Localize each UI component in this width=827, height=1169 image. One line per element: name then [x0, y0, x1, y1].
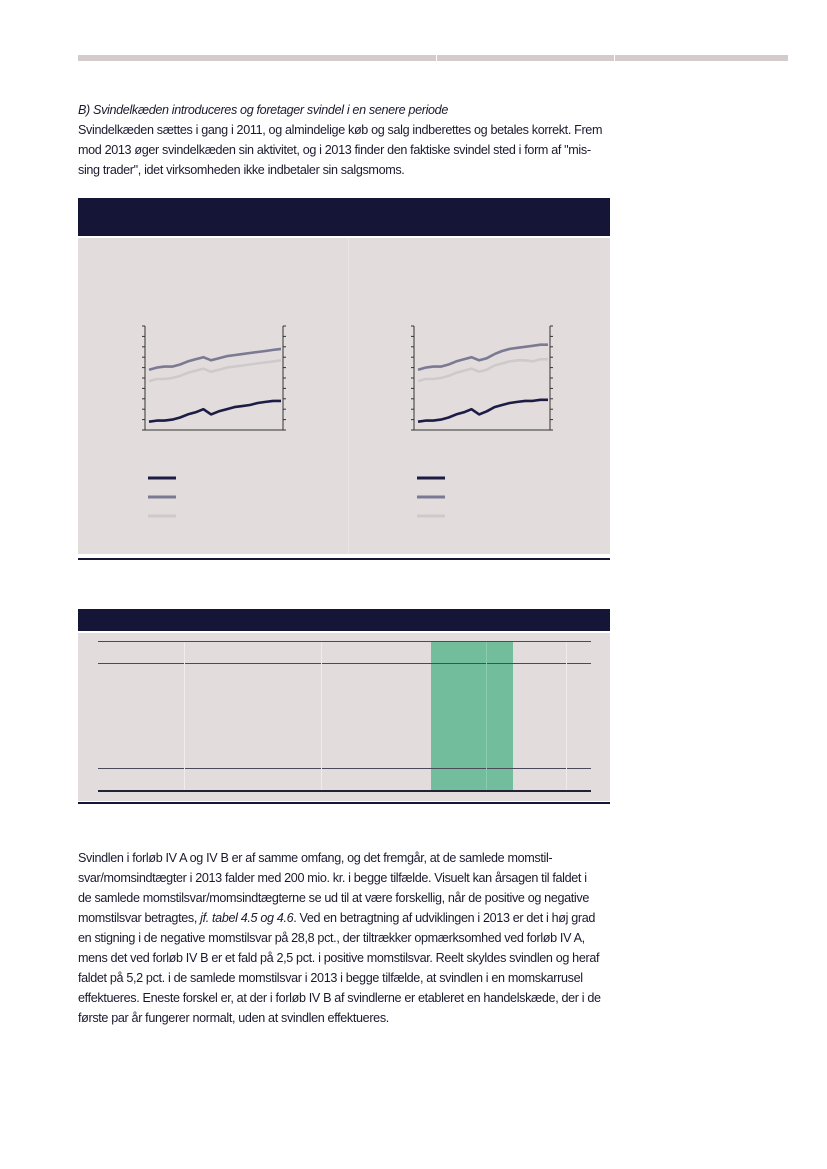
table-line-bottom — [98, 790, 591, 792]
table-line-total — [98, 768, 591, 769]
intro-line-3: sing trader", idet virksomheden ikke indbetaler sin salgsmoms. — [78, 163, 405, 177]
body-line-2: svar/momsindtægter i 2013 falder med 200 mio. kr. i begge tilfælde. Visuelt kan årsagen til faldet i — [78, 871, 587, 885]
body-text: . Ved en betragtning af udviklingen i 2013 er det i høj grad — [293, 911, 596, 925]
intro-line-1: Svindelkæden sættes i gang i 2011, og almindelige køb og salg indberettes og betales korrekt. Frem — [78, 123, 603, 137]
table-col-sep — [321, 642, 322, 790]
body-line-3: de samlede momstilsvar/momsindtægterne se ud til at være forskellig, når de positive og negative — [78, 891, 589, 905]
table-bottom-rule — [78, 802, 610, 804]
intro-line-2: mod 2013 øger svindelkæden sin aktivitet, og i 2013 finder den faktiske svindel sted i form af "mis- — [78, 143, 591, 157]
table-header-bar — [78, 609, 610, 631]
table-col-sep — [184, 642, 185, 790]
body-line-6: mens det ved forløb IV B er et fald på 2,5 pct. i positive momstilsvar. Reelt skyldes svindlen og heraf — [78, 951, 600, 965]
series-line-1 — [418, 400, 548, 422]
series-line-3 — [149, 360, 281, 381]
body-line-1: Svindlen i forløb IV A og IV B er af samme omfang, og det fremgår, at de samlede momstil- — [78, 851, 553, 865]
table-panel — [78, 633, 610, 801]
series-line-1 — [149, 401, 281, 422]
body-line-9: første par år fungerer normalt, uden at svindlen effektueres. — [78, 1011, 389, 1025]
series-line-2 — [418, 345, 548, 370]
body-line-7: faldet på 5,2 pct. i de samlede momstilsvar i 2013 i begge tilfælde, at svindlen i en momskarrusel — [78, 971, 583, 985]
body-line-5: en stigning i de negative momstilsvar på 28,8 pct., der tiltrækker opmærksomhed ved forløb IV A, — [78, 931, 585, 945]
section-subheading: B) Svindelkæden introduceres og foretager svindel i en senere periode — [78, 103, 448, 117]
table-reference: jf. tabel 4.5 og 4.6 — [200, 911, 294, 925]
table-line-header — [98, 663, 591, 664]
table-col-sep — [566, 642, 567, 790]
table-line-top — [98, 641, 591, 642]
body-line-8: effektueres. Eneste forskel er, at der i forløb IV B af svindlerne er etableret en handelskæde, der i de — [78, 991, 601, 1005]
series-line-3 — [418, 359, 548, 381]
body-line-4 — [78, 908, 613, 928]
series-line-2 — [149, 349, 281, 370]
body-text: momstilsvar betragtes, — [78, 911, 201, 925]
table-col-sep — [486, 642, 487, 790]
